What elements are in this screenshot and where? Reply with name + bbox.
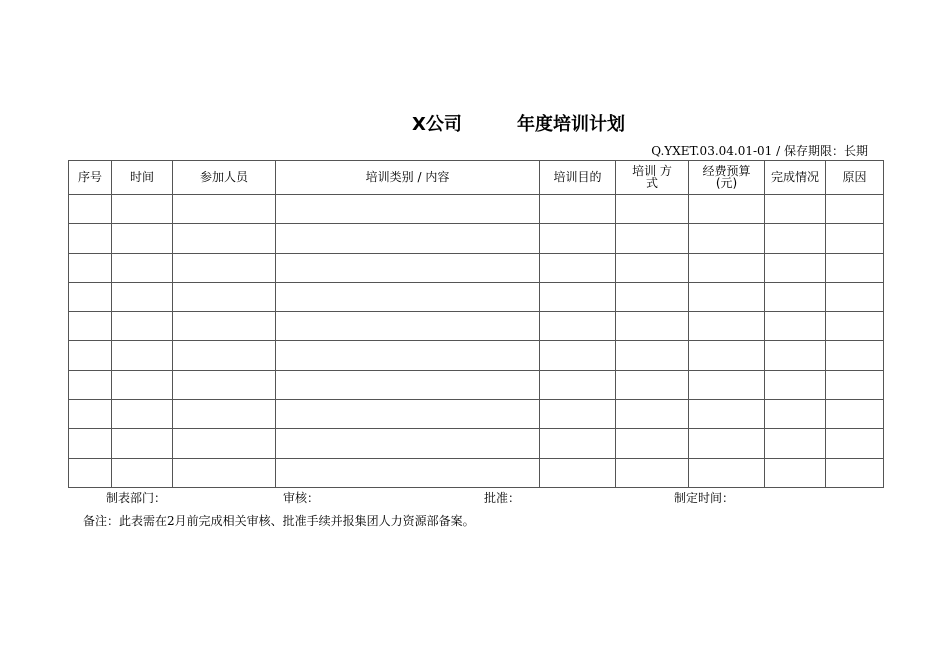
table-cell[interactable] bbox=[69, 370, 112, 399]
table-cell[interactable] bbox=[826, 370, 884, 399]
table-cell[interactable] bbox=[689, 429, 765, 458]
table-cell[interactable] bbox=[276, 312, 540, 341]
table-cell[interactable] bbox=[112, 370, 173, 399]
table-row bbox=[69, 282, 884, 311]
table-cell[interactable] bbox=[173, 458, 276, 487]
table-cell[interactable] bbox=[826, 400, 884, 429]
training-plan-table bbox=[68, 160, 884, 488]
table-row bbox=[69, 312, 884, 341]
table-cell[interactable] bbox=[826, 429, 884, 458]
table-cell[interactable] bbox=[112, 253, 173, 282]
col-header-time: 时间 bbox=[112, 161, 173, 195]
table-row bbox=[69, 400, 884, 429]
table-cell[interactable] bbox=[540, 458, 616, 487]
table-cell[interactable] bbox=[69, 400, 112, 429]
table-cell[interactable] bbox=[69, 195, 112, 224]
col-header-index: 序号 bbox=[69, 161, 112, 195]
table-cell[interactable] bbox=[540, 429, 616, 458]
col-header-reason: 原因 bbox=[826, 161, 884, 195]
plan-title: 年度培训计划 bbox=[517, 114, 625, 135]
table-row bbox=[69, 370, 884, 399]
table-cell[interactable] bbox=[112, 341, 173, 370]
table-cell[interactable] bbox=[173, 224, 276, 253]
table-row bbox=[69, 341, 884, 370]
table-cell[interactable] bbox=[765, 282, 826, 311]
table-cell[interactable] bbox=[276, 282, 540, 311]
table-cell[interactable] bbox=[616, 370, 689, 399]
table-cell[interactable] bbox=[540, 400, 616, 429]
table-cell[interactable] bbox=[689, 195, 765, 224]
table-cell[interactable] bbox=[173, 282, 276, 311]
approve-label: 批准： bbox=[484, 491, 521, 505]
review-label: 审核： bbox=[283, 491, 320, 505]
col-header-budget-label: 经费预算(元) bbox=[702, 164, 751, 190]
table-cell[interactable] bbox=[826, 458, 884, 487]
table-cell[interactable] bbox=[69, 224, 112, 253]
table-cell[interactable] bbox=[689, 458, 765, 487]
table-cell[interactable] bbox=[69, 282, 112, 311]
table-cell[interactable] bbox=[540, 341, 616, 370]
table-cell[interactable] bbox=[616, 195, 689, 224]
table-cell[interactable] bbox=[276, 400, 540, 429]
table-cell[interactable] bbox=[765, 429, 826, 458]
table-cell[interactable] bbox=[765, 370, 826, 399]
table-cell[interactable] bbox=[173, 400, 276, 429]
table-cell[interactable] bbox=[540, 282, 616, 311]
table-cell[interactable] bbox=[276, 370, 540, 399]
table-cell[interactable] bbox=[826, 341, 884, 370]
table-row bbox=[69, 458, 884, 487]
table-cell[interactable] bbox=[112, 282, 173, 311]
table-cell[interactable] bbox=[69, 253, 112, 282]
company-name: X公司 bbox=[412, 114, 462, 135]
table-cell[interactable] bbox=[689, 282, 765, 311]
table-cell[interactable] bbox=[616, 429, 689, 458]
table-cell[interactable] bbox=[540, 312, 616, 341]
table-cell[interactable] bbox=[112, 458, 173, 487]
table-cell[interactable] bbox=[173, 429, 276, 458]
table-cell[interactable] bbox=[173, 341, 276, 370]
document-code: Q.YXET.03.04.01-01 / 保存期限：长期 bbox=[651, 144, 868, 158]
table-row bbox=[69, 253, 884, 282]
table-cell[interactable] bbox=[173, 195, 276, 224]
table-cell[interactable] bbox=[69, 312, 112, 341]
table-cell[interactable] bbox=[276, 429, 540, 458]
remark-note: 备注：此表需在2月前完成相关审核、批准手续并报集团人力资源部备案。 bbox=[83, 514, 475, 528]
table-cell[interactable] bbox=[689, 341, 765, 370]
table-cell[interactable] bbox=[689, 400, 765, 429]
col-header-completion-label: 完成情况 bbox=[771, 170, 820, 184]
table-cell[interactable] bbox=[765, 400, 826, 429]
table-cell[interactable] bbox=[616, 312, 689, 341]
col-header-participants: 参加人员 bbox=[173, 161, 276, 195]
table-body bbox=[69, 195, 884, 488]
table-cell[interactable] bbox=[826, 195, 884, 224]
table-cell[interactable] bbox=[276, 253, 540, 282]
table-cell[interactable] bbox=[616, 282, 689, 311]
table-cell[interactable] bbox=[112, 312, 173, 341]
table-cell[interactable] bbox=[689, 224, 765, 253]
table-cell[interactable] bbox=[112, 429, 173, 458]
table-row bbox=[69, 195, 884, 224]
table-header-row bbox=[69, 161, 884, 195]
table-cell[interactable] bbox=[540, 370, 616, 399]
table-cell[interactable] bbox=[276, 195, 540, 224]
table-cell[interactable] bbox=[826, 253, 884, 282]
table-cell[interactable] bbox=[540, 224, 616, 253]
col-header-method-label: 培训 方式 bbox=[632, 164, 672, 190]
table-row bbox=[69, 224, 884, 253]
table-cell[interactable] bbox=[616, 224, 689, 253]
table-cell[interactable] bbox=[765, 253, 826, 282]
col-header-budget bbox=[689, 161, 765, 195]
col-header-category-content: 培训类别 / 内容 bbox=[276, 161, 540, 195]
table-cell[interactable] bbox=[112, 195, 173, 224]
table-cell[interactable] bbox=[540, 253, 616, 282]
table-cell[interactable] bbox=[765, 341, 826, 370]
table-cell[interactable] bbox=[689, 312, 765, 341]
table-cell[interactable] bbox=[616, 253, 689, 282]
dept-label: 制表部门： bbox=[106, 491, 167, 505]
table-cell[interactable] bbox=[112, 400, 173, 429]
table-cell[interactable] bbox=[616, 400, 689, 429]
table-cell[interactable] bbox=[173, 253, 276, 282]
col-header-purpose: 培训目的 bbox=[540, 161, 616, 195]
col-header-method bbox=[616, 161, 689, 195]
table-cell[interactable] bbox=[765, 312, 826, 341]
table-cell[interactable] bbox=[616, 458, 689, 487]
table-cell[interactable] bbox=[689, 370, 765, 399]
table-cell[interactable] bbox=[689, 253, 765, 282]
table-cell[interactable] bbox=[173, 370, 276, 399]
table-cell[interactable] bbox=[112, 224, 173, 253]
table-cell[interactable] bbox=[69, 341, 112, 370]
date-label: 制定时间： bbox=[674, 491, 735, 505]
table-cell[interactable] bbox=[765, 458, 826, 487]
table-cell[interactable] bbox=[765, 195, 826, 224]
table-cell[interactable] bbox=[765, 224, 826, 253]
table-cell[interactable] bbox=[276, 458, 540, 487]
table-cell[interactable] bbox=[616, 341, 689, 370]
table-cell[interactable] bbox=[173, 312, 276, 341]
table-row bbox=[69, 429, 884, 458]
table-cell[interactable] bbox=[69, 458, 112, 487]
table-cell[interactable] bbox=[69, 429, 112, 458]
table-cell[interactable] bbox=[826, 224, 884, 253]
table-cell[interactable] bbox=[276, 224, 540, 253]
table-cell[interactable] bbox=[540, 195, 616, 224]
table-cell[interactable] bbox=[826, 312, 884, 341]
table-cell[interactable] bbox=[276, 341, 540, 370]
col-header-completion bbox=[765, 161, 826, 195]
table-cell[interactable] bbox=[826, 282, 884, 311]
